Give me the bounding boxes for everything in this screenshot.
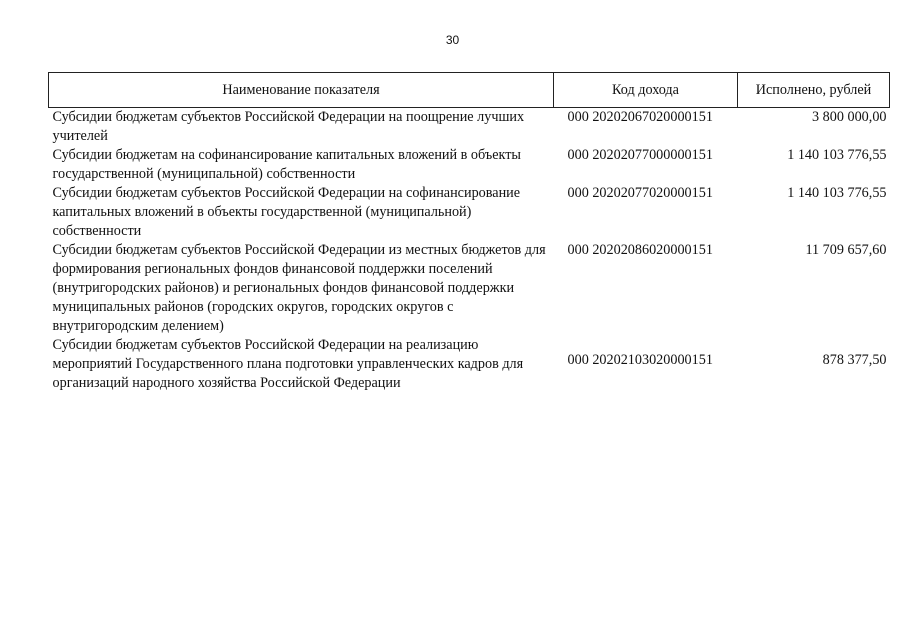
row-name: Субсидии бюджетам на софинансирование капитальных вложений в объекты государственной (муниципальной) собственности — [52, 147, 521, 182]
table-header-row — [49, 73, 890, 108]
row-name: Субсидии бюджетам субъектов Российской Федерации на реализацию мероприятий Государственного плана подготовки управленческих кадров для организаций народного хозяйства Российской Федерации — [52, 337, 524, 391]
row-code: 000 20202103020000151 — [567, 352, 713, 368]
table-row — [49, 108, 890, 147]
row-amount: 1 140 103 776,55 — [787, 147, 887, 163]
header-code: Код дохода — [554, 73, 738, 108]
row-amount: 11 709 657,60 — [805, 242, 887, 258]
row-code: 000 20202067020000151 — [567, 109, 713, 125]
page-number: 30 — [445, 33, 460, 47]
table-row — [49, 241, 890, 336]
row-name: Субсидии бюджетам субъектов Российской Федерации на софинансирование капитальных вложений в объекты государственной (муниципальной) собственности — [52, 185, 521, 239]
row-name: Субсидии бюджетам субъектов Российской Федерации из местных бюджетов для формирования региональных фондов финансовой поддержки поселений (внутригородских районов) и региональных фондов финансовой поддержки муниципальных районов (городских округов, городских округов с внутригородским делением) — [52, 242, 546, 334]
row-code: 000 20202077000000151 — [567, 147, 713, 163]
row-name: Субсидии бюджетам субъектов Российской Федерации на поощрение лучших учителей — [52, 109, 525, 144]
row-amount: 3 800 000,00 — [812, 109, 887, 125]
row-code: 000 20202077020000151 — [567, 185, 713, 201]
row-amount: 1 140 103 776,55 — [787, 185, 887, 201]
table-row — [49, 336, 890, 393]
report-table — [48, 72, 890, 393]
table-row — [49, 184, 890, 241]
header-name: Наименование показателя — [49, 73, 554, 108]
table-row — [49, 146, 890, 184]
header-amount: Исполнено, рублей — [738, 73, 890, 108]
row-code: 000 20202086020000151 — [567, 242, 713, 258]
row-amount: 878 377,50 — [822, 352, 887, 368]
